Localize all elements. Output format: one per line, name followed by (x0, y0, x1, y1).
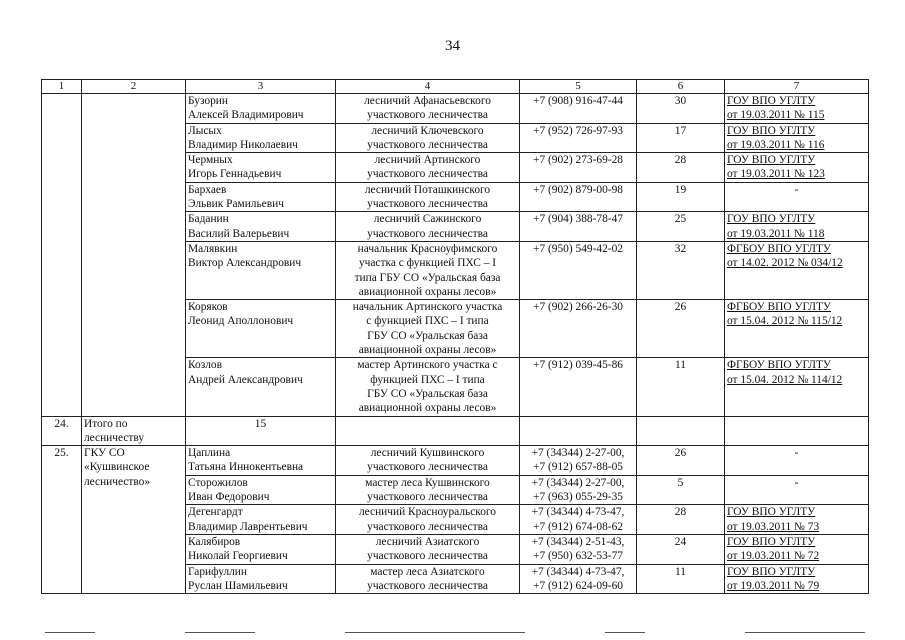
education-cell (725, 534, 869, 564)
education-line: ФГБОУ ВПО УГЛТУ (727, 301, 831, 314)
phone-cell (520, 182, 637, 212)
position-line: начальник Красноуфимского (357, 242, 498, 255)
position-line: мастер леса Азиатского (370, 565, 485, 578)
surname: Козлов (188, 359, 222, 372)
position-line: участкового лесничества (367, 138, 488, 151)
given-names: Руслан Шамильевич (188, 579, 288, 592)
position-line: участкового лесничества (367, 579, 488, 592)
row-number-cell (42, 94, 82, 417)
experience-cell: 17 (637, 123, 725, 153)
column-number: 7 (725, 80, 869, 94)
phone-line: +7 (902) 266-26-30 (533, 301, 623, 314)
organization-line: «Кушвинское (84, 461, 150, 474)
position-line: авиационной охраны лесов» (358, 402, 497, 415)
position-line: лесничий Афанасьевского (364, 95, 491, 107)
position-cell (336, 212, 520, 242)
education-line: от 15.04. 2012 № 114/12 (727, 373, 843, 386)
phone-line: +7 (904) 388-78-47 (533, 213, 623, 226)
education-line: ГОУ ВПО УГЛТУ (727, 535, 816, 548)
phone-line: +7 (908) 916-47-44 (533, 95, 623, 107)
surname: Цаплина (188, 447, 231, 460)
position-cell (336, 241, 520, 299)
column-number: 5 (520, 80, 637, 94)
education-cell (725, 446, 869, 476)
education-line: ГОУ ВПО УГЛТУ (727, 213, 816, 226)
experience-cell: 24 (637, 534, 725, 564)
position-line: участкового лесничества (367, 550, 488, 563)
position-line: мастер Артинского участка с (357, 359, 498, 372)
position-line: лесничий Кушвинского (370, 447, 485, 460)
given-names: Леонид Аполлонович (188, 315, 294, 328)
surname: Малявкин (188, 242, 238, 255)
position-line: лесничий Ключевского (371, 124, 484, 137)
surname: Дегенгардт (188, 506, 243, 519)
total-count: 15 (186, 416, 336, 446)
person-name-cell (186, 505, 336, 535)
phone-cell (520, 505, 637, 535)
position-line: участкового лесничества (367, 168, 488, 181)
education-line: от 19.03.2011 № 123 (727, 168, 825, 181)
position-line: участкового лесничества (367, 520, 488, 533)
education-line: - (794, 447, 799, 460)
position-cell (336, 446, 520, 476)
column-number: 2 (82, 80, 186, 94)
organization-cell (82, 94, 186, 417)
surname: Гарифуллин (188, 565, 247, 578)
phone-line: +7 (952) 726-97-93 (533, 124, 623, 137)
experience-cell: 11 (637, 564, 725, 594)
phone-line: +7 (34344) 2-27-00, (531, 447, 625, 460)
person-name-cell (186, 475, 336, 505)
given-names: Николай Георгиевич (188, 550, 288, 563)
phone-cell (520, 475, 637, 505)
education-line: от 19.03.2011 № 79 (727, 579, 820, 592)
position-line: авиационной охраны лесов» (358, 285, 497, 298)
education-line: от 19.03.2011 № 118 (727, 227, 825, 240)
education-line: от 14.02. 2012 № 034/12 (727, 257, 843, 270)
empty-cell (725, 416, 869, 446)
experience-cell: 19 (637, 182, 725, 212)
total-label (82, 416, 186, 446)
education-line: ФГБОУ ВПО УГЛТУ (727, 359, 831, 372)
given-names: Игорь Геннадьевич (188, 168, 282, 181)
phone-cell (520, 123, 637, 153)
education-cell (725, 505, 869, 535)
education-line: ГОУ ВПО УГЛТУ (727, 565, 816, 578)
education-line: ГОУ ВПО УГЛТУ (727, 124, 816, 137)
education-cell (725, 94, 869, 124)
empty-cell (336, 416, 520, 446)
education-line: - (794, 476, 799, 489)
phone-line: +7 (963) 055-29-35 (533, 491, 623, 504)
phone-line: +7 (902) 273-69-28 (533, 154, 623, 167)
surname: Бархаев (188, 183, 227, 196)
phone-line: +7 (34344) 4-73-47, (531, 506, 625, 519)
total-label-line: лесничеству (84, 431, 145, 444)
position-cell (336, 300, 520, 358)
column-number: 4 (336, 80, 520, 94)
education-cell (725, 358, 869, 416)
position-line: типа ГБУ СО «Уральская база (354, 271, 501, 284)
organization-line: лесничество» (84, 475, 151, 488)
phone-line: +7 (902) 879-00-98 (533, 183, 623, 196)
position-line: ГБУ СО «Уральская база (367, 387, 488, 400)
person-name-cell (186, 534, 336, 564)
total-label-line: Итого по (84, 417, 128, 430)
phone-line: +7 (912) 674-08-62 (533, 520, 623, 533)
empty-cell (520, 416, 637, 446)
given-names: Андрей Александрович (188, 373, 303, 386)
surname: Чермных (188, 154, 233, 167)
given-names: Владимир Лаврентьевич (188, 520, 308, 533)
position-line: лесничий Красноуральского (358, 506, 496, 519)
education-line: ГОУ ВПО УГЛТУ (727, 506, 816, 519)
experience-cell: 30 (637, 94, 725, 124)
phone-line: +7 (912) 039-45-86 (533, 359, 623, 372)
person-name-cell (186, 153, 336, 183)
phone-cell (520, 446, 637, 476)
position-cell (336, 123, 520, 153)
experience-cell: 11 (637, 358, 725, 416)
position-line: ГБУ СО «Уральская база (367, 329, 488, 342)
given-names: Эльвик Рамильевич (188, 198, 284, 211)
education-cell (725, 212, 869, 242)
table-row (42, 94, 869, 124)
column-number: 6 (637, 80, 725, 94)
person-name-cell (186, 182, 336, 212)
position-cell (336, 94, 520, 124)
education-line: от 19.03.2011 № 115 (727, 109, 825, 122)
phone-line: +7 (912) 624-09-60 (533, 579, 623, 592)
row-number-cell: 25. (42, 446, 82, 594)
position-line: мастер леса Кушвинского (365, 476, 490, 489)
phone-line: +7 (34344) 2-51-43, (531, 535, 625, 548)
column-number: 3 (186, 80, 336, 94)
education-line: от 19.03.2011 № 72 (727, 550, 820, 563)
education-line: - (794, 183, 799, 196)
surname: Лысых (188, 124, 222, 137)
position-line: с функцией ПХС – I типа (366, 315, 489, 328)
phone-line: +7 (950) 632-53-77 (533, 550, 623, 563)
given-names: Василий Валерьевич (188, 227, 290, 240)
staff-table (41, 79, 869, 594)
phone-cell (520, 534, 637, 564)
position-cell (336, 534, 520, 564)
person-name-cell (186, 564, 336, 594)
given-names: Алексей Владимирович (188, 109, 304, 122)
person-name-cell (186, 446, 336, 476)
page-bottom-rule (45, 632, 865, 633)
person-name-cell (186, 300, 336, 358)
experience-cell: 5 (637, 475, 725, 505)
phone-line: +7 (950) 549-42-02 (533, 242, 623, 255)
phone-line: +7 (34344) 2-27-00, (531, 476, 625, 489)
education-line: от 15.04. 2012 № 115/12 (727, 315, 843, 328)
education-cell (725, 123, 869, 153)
surname: Бузорин (188, 95, 228, 107)
page-number: 34 (445, 38, 460, 54)
position-line: функцией ПХС – I типа (370, 373, 485, 386)
position-line: участкового лесничества (367, 491, 488, 504)
phone-cell (520, 564, 637, 594)
education-line: от 19.03.2011 № 116 (727, 138, 825, 151)
position-line: начальник Артинского участка (352, 301, 503, 314)
surname: Сторожилов (188, 476, 248, 489)
given-names: Иван Федорович (188, 491, 270, 504)
phone-cell (520, 212, 637, 242)
surname: Калябиров (188, 535, 241, 548)
education-line: от 19.03.2011 № 73 (727, 520, 820, 533)
position-cell (336, 182, 520, 212)
phone-cell (520, 300, 637, 358)
phone-cell (520, 153, 637, 183)
education-cell (725, 300, 869, 358)
education-cell (725, 241, 869, 299)
staff-table-body (42, 80, 869, 594)
position-cell (336, 358, 520, 416)
experience-cell: 25 (637, 212, 725, 242)
experience-cell: 26 (637, 300, 725, 358)
phone-line: +7 (912) 657-88-05 (533, 461, 623, 474)
phone-line: +7 (34344) 4-73-47, (531, 565, 625, 578)
position-line: лесничий Артинского (374, 154, 481, 167)
education-cell (725, 153, 869, 183)
phone-cell (520, 241, 637, 299)
position-cell (336, 475, 520, 505)
total-row (42, 416, 869, 446)
education-cell (725, 564, 869, 594)
position-line: лесничий Поташкинского (364, 183, 491, 196)
experience-cell: 28 (637, 153, 725, 183)
position-cell (336, 564, 520, 594)
experience-cell: 26 (637, 446, 725, 476)
phone-cell (520, 358, 637, 416)
empty-cell (637, 416, 725, 446)
position-cell (336, 153, 520, 183)
given-names: Виктор Александрович (188, 257, 302, 270)
position-line: участка с функцией ПХС – I (358, 257, 497, 270)
given-names: Владимир Николаевич (188, 138, 298, 151)
education-line: ФГБОУ ВПО УГЛТУ (727, 242, 831, 255)
phone-cell (520, 94, 637, 124)
person-name-cell (186, 123, 336, 153)
person-name-cell (186, 358, 336, 416)
education-cell (725, 475, 869, 505)
education-line: ГОУ ВПО УГЛТУ (727, 154, 816, 167)
surname: Баданин (188, 213, 229, 226)
position-line: участкового лесничества (367, 227, 488, 240)
position-cell (336, 505, 520, 535)
education-cell (725, 182, 869, 212)
experience-cell: 32 (637, 241, 725, 299)
position-line: участкового лесничества (367, 109, 488, 122)
person-name-cell (186, 94, 336, 124)
table-row (42, 446, 869, 476)
position-line: лесничий Сажинского (373, 213, 482, 226)
position-line: лесничий Азиатского (375, 535, 480, 548)
organization-cell (82, 446, 186, 594)
column-number-row (42, 80, 869, 94)
given-names: Татьяна Иннокентьевна (188, 461, 304, 474)
person-name-cell (186, 212, 336, 242)
surname: Коряков (188, 301, 228, 314)
organization-line: ГКУ СО (84, 447, 125, 460)
column-number: 1 (42, 80, 82, 94)
experience-cell: 28 (637, 505, 725, 535)
position-line: участкового лесничества (367, 461, 488, 474)
education-line: ГОУ ВПО УГЛТУ (727, 95, 816, 107)
total-number: 24. (42, 416, 82, 446)
person-name-cell (186, 241, 336, 299)
position-line: авиационной охраны лесов» (358, 344, 497, 357)
position-line: участкового лесничества (367, 198, 488, 211)
